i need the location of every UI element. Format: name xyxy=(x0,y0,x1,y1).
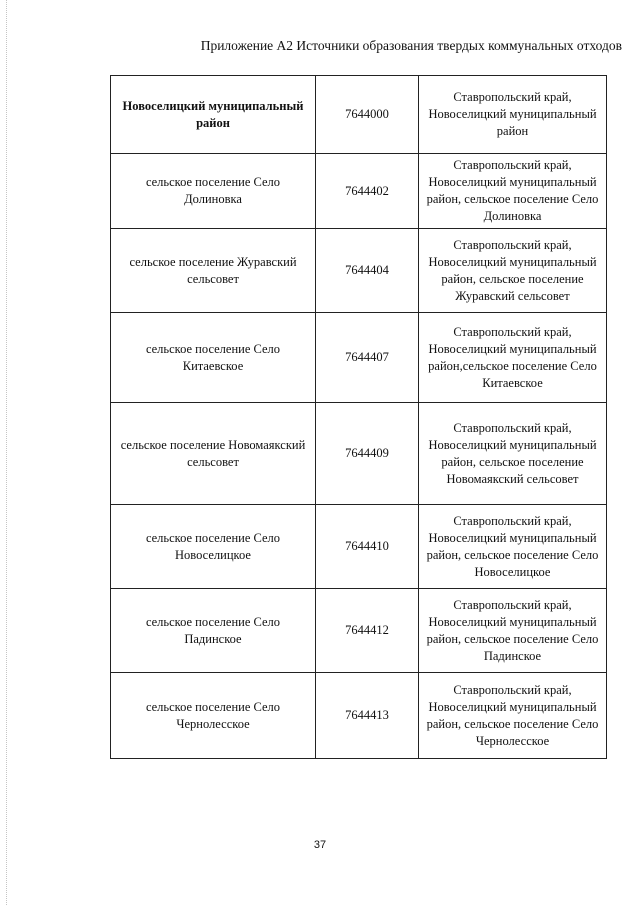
location-cell: Ставропольский край, Новоселицкий муниципальный район, сельское поселение Журавский сельсовет xyxy=(419,229,607,313)
location-cell: Ставропольский край, Новоселицкий муниципальный район,сельское поселение Село Китаевское xyxy=(419,313,607,403)
municipality-name-cell: сельское поселение Село Чернолесское xyxy=(111,673,316,759)
running-header: Приложение А2 Источники образования твердых коммунальных отходов xyxy=(200,38,622,53)
oktmo-code-cell: 7644412 xyxy=(316,589,419,673)
table-row-district xyxy=(111,76,607,154)
municipality-name-cell: сельское поселение Село Падинское xyxy=(111,589,316,673)
table-row xyxy=(111,589,607,673)
location-cell: Ставропольский край, Новоселицкий муниципальный район, сельское поселение Село Долиновка xyxy=(419,154,607,229)
oktmo-code-cell: 7644402 xyxy=(316,154,419,229)
municipality-name-cell: Новоселицкий муниципальный район xyxy=(111,76,316,154)
municipality-name-cell: сельское поселение Село Долиновка xyxy=(111,154,316,229)
oktmo-code-cell: 7644404 xyxy=(316,229,419,313)
table-row xyxy=(111,313,607,403)
municipality-name-cell: сельское поселение Новомаякский сельсовет xyxy=(111,403,316,505)
oktmo-code-cell: 7644409 xyxy=(316,403,419,505)
municipality-name-cell: сельское поселение Село Новоселицкое xyxy=(111,505,316,589)
table-row xyxy=(111,403,607,505)
scan-edge-artifact xyxy=(6,0,8,905)
oktmo-code-cell: 7644000 xyxy=(316,76,419,154)
table-row xyxy=(111,229,607,313)
oktmo-code-cell: 7644413 xyxy=(316,673,419,759)
location-cell: Ставропольский край, Новоселицкий муниципальный район, сельское поселение Село Падинское xyxy=(419,589,607,673)
page-number: 37 xyxy=(313,839,327,851)
location-cell: Ставропольский край, Новоселицкий муниципальный район, сельское поселение Село Чернолесское xyxy=(419,673,607,759)
oktmo-code-cell: 7644407 xyxy=(316,313,419,403)
table-row xyxy=(111,154,607,229)
table-row xyxy=(111,673,607,759)
oktmo-code-cell: 7644410 xyxy=(316,505,419,589)
location-cell: Ставропольский край, Новоселицкий муниципальный район xyxy=(419,76,607,154)
municipality-name-cell: сельское поселение Село Китаевское xyxy=(111,313,316,403)
sources-table xyxy=(110,75,607,759)
table-row xyxy=(111,505,607,589)
location-cell: Ставропольский край, Новоселицкий муниципальный район, сельское поселение Село Новоселицкое xyxy=(419,505,607,589)
municipality-name-cell: сельское поселение Журавский сельсовет xyxy=(111,229,316,313)
location-cell: Ставропольский край, Новоселицкий муниципальный район, сельское поселение Новомаякский сельсовет xyxy=(419,403,607,505)
